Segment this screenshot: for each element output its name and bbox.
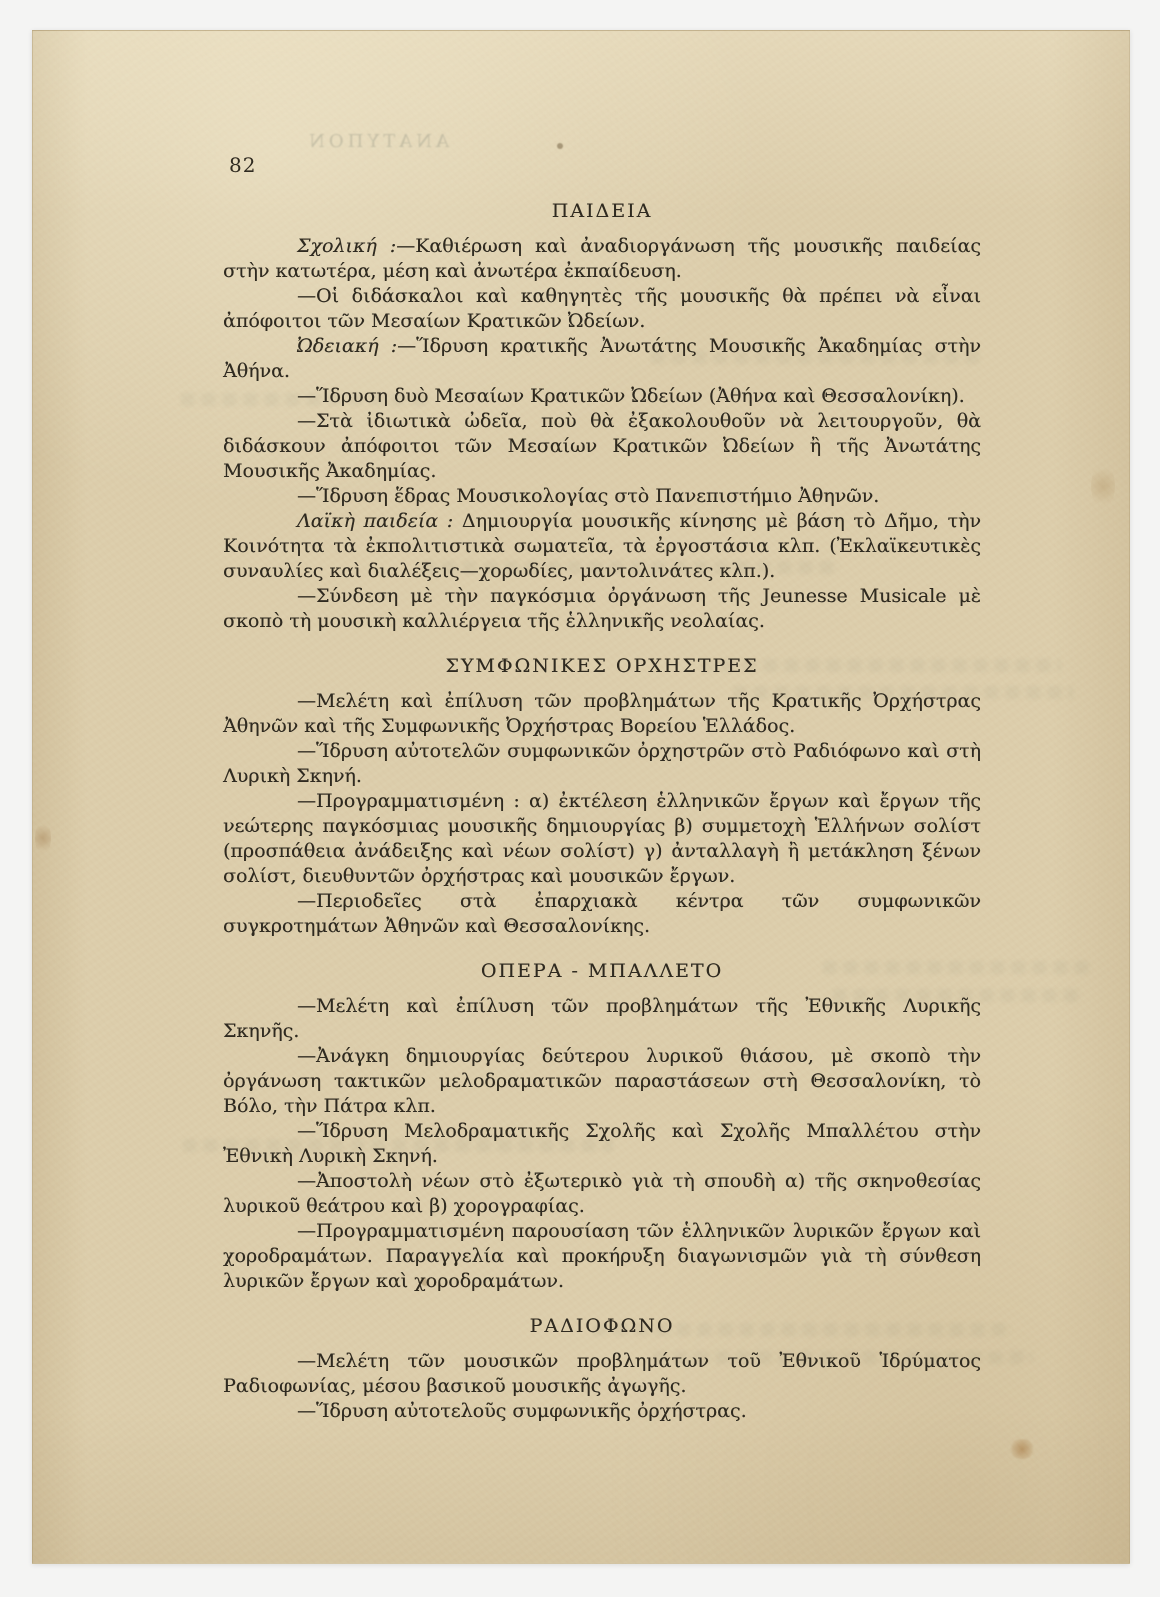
paragraph: [223, 994, 981, 1044]
paragraph: [223, 789, 981, 889]
paper-stain: [557, 143, 563, 149]
paragraph-text: —Περιοδεῖες στὰ ἐπαρχιακὰ κέντρα τῶν συμφωνικῶν συγκροτημάτων Ἀθηνῶν καὶ Θεσσαλονίκης.: [223, 890, 981, 937]
section-heading-radio: ΡΑΔΙΟΦΩΝΟ: [529, 1315, 675, 1337]
book-page: [32, 30, 1130, 1564]
paragraph: [223, 739, 981, 789]
paragraph-text: —Μελέτη καὶ ἐπίλυση τῶν προβλημάτων τῆς Ἐθνικῆς Λυρικῆς Σκηνῆς.: [223, 995, 981, 1042]
paragraph: [223, 689, 981, 739]
paragraph: [223, 889, 981, 939]
paragraph-text: —Ἵδρυση αὐτοτελῶν συμφωνικῶν ὀρχηστρῶν στὸ Ραδιόφωνο καὶ στὴ Λυρικὴ Σκηνή.: [223, 740, 981, 787]
paragraph: [223, 509, 981, 584]
paragraph-text: —Ἀνάγκη δημιουργίας δεύτερου λυρικοῦ θιάσου, μὲ σκοπὸ τὴν ὀργάνωση τακτικῶν μελοδραματικῶν παραστάσεων στὴ Θεσσαλονίκη, τὸ Βόλο, τὴν Πάτρα κλπ.: [223, 1045, 981, 1117]
paragraph: [223, 334, 981, 384]
paragraph-text: —Ἵδρυση αὐτοτελοῦς συμφωνικῆς ὀρχήστρας.: [297, 1400, 747, 1422]
paragraph: [223, 1349, 981, 1399]
paragraph-text: —Ἵδρυση δυὸ Μεσαίων Κρατικῶν Ὠδείων (Ἀθήνα καὶ Θεσσαλονίκη).: [297, 385, 965, 407]
paragraph: [223, 1399, 981, 1424]
section-heading-opera-ballet: ΟΠΕΡΑ - ΜΠΑΛΛΕΤΟ: [480, 960, 724, 982]
section-heading-paideia: ΠΑΙΔΕΙΑ: [551, 200, 653, 222]
paragraph-lead: Ὠδειακή :: [297, 335, 398, 357]
paragraph-text: —Οἱ διδάσκαλοι καὶ καθηγητὲς τῆς μουσικῆς θὰ πρέπει νὰ εἶναι ἀπόφοιτοι τῶν Μεσαίων Κρατικῶν Ὠδείων.: [223, 285, 981, 332]
paragraph-text: —Ἵδρυση κρατικῆς Ἀνωτάτης Μουσικῆς Ἀκαδημίας στὴν Ἀθήνα.: [223, 335, 981, 382]
paragraph-text: —Μελέτη καὶ ἐπίλυση τῶν προβλημάτων τῆς Κρατικῆς Ὀρχήστρας Ἀθηνῶν καὶ τῆς Συμφωνικῆς Ὀρχήστρας Βορείου Ἑλλάδος.: [223, 690, 981, 737]
paper-stain: [35, 821, 51, 855]
paragraph-text: —Ἀποστολὴ νέων στὸ ἐξωτερικὸ γιὰ τὴ σπουδὴ α) τῆς σκηνοθεσίας λυρικοῦ θεάτρου καὶ β) χορογραφίας.: [223, 1170, 981, 1217]
paragraph: [223, 409, 981, 484]
paragraph-text: —Ἵδρυση ἕδρας Μουσικολογίας στὸ Πανεπιστήμιο Ἀθηνῶν.: [297, 485, 880, 507]
paragraph-text: —Σύνδεση μὲ τὴν παγκόσμια ὀργάνωση τῆς Jeunesse Musicale μὲ σκοπὸ τὴ μουσικὴ καλλιέργεια τῆς ἑλληνικῆς νεολαίας.: [223, 585, 981, 632]
paper-stain: [1009, 1439, 1035, 1459]
paragraph: [223, 1044, 981, 1119]
paragraph-text: —Στὰ ἰδιωτικὰ ὠδεῖα, ποὺ θὰ ἐξακολουθοῦν νὰ λειτουργοῦν, θὰ διδάσκουν ἀπόφοιτοι τῶν Μεσαίων Κρατικῶν Ὠδείων ἢ τῆς Ἀνωτάτης Μουσικῆς Ἀκαδημίας.: [223, 410, 981, 482]
paragraph-text: —Ἵδρυση Μελοδραματικῆς Σχολῆς καὶ Σχολῆς Μπαλλέτου στὴν Ἐθνικὴ Λυρικὴ Σκηνή.: [223, 1120, 981, 1167]
section-heading-symphonic-orchestras: ΣΥΜΦΩΝΙΚΕΣ ΟΡΧΗΣΤΡΕΣ: [445, 655, 759, 677]
paragraph-text: Δημιουργία μουσικῆς κίνησης μὲ βάση τὸ Δῆμο, τὴν Κοινότητα τὰ ἐκπολιτιστικὰ σωματεῖα, τὰ ἐργοστάσια κλπ. (Ἐκλαϊκευτικὲς συναυλίες καὶ διαλέξεις—χορωδίες, μαντολινάτες κλπ.).: [223, 510, 981, 582]
paragraph: [223, 284, 981, 334]
paragraph: [223, 584, 981, 634]
paragraph: [223, 1169, 981, 1219]
show-through-text: ΑΝΑΤΥΠΟΝ: [305, 131, 449, 152]
paragraph: [223, 1219, 981, 1294]
page-number: 82: [229, 153, 257, 177]
paragraph-lead: Λαϊκὴ παιδεία :: [297, 510, 454, 532]
paragraph: [223, 234, 981, 284]
paragraph-lead: Σχολική :: [297, 235, 397, 257]
paragraph-text: —Προγραμματισμένη : α) ἐκτέλεση ἑλληνικῶν ἔργων καὶ ἔργων τῆς νεώτερης παγκόσμιας μουσικῆς δημιουργίας β) συμμετοχὴ Ἑλλήνων σολίστ (προσπάθεια ἀνάδειξης καὶ νέων σολίστ) γ) ἀνταλλαγὴ ἢ μετάκληση ξένων σολίστ, διευθυντῶν ὀρχήστρας καὶ μουσικῶν ἔργων.: [223, 790, 981, 887]
paragraph: [223, 484, 981, 509]
paragraph-text: —Καθιέρωση καὶ ἀναδιοργάνωση τῆς μουσικῆς παιδείας στὴν κατωτέρα, μέση καὶ ἀνωτέρα ἐκπαίδευση.: [223, 235, 981, 282]
paper-stain: [1091, 463, 1115, 509]
page-content: [223, 199, 981, 1424]
paragraph-text: —Προγραμματισμένη παρουσίαση τῶν ἑλληνικῶν λυρικῶν ἔργων καὶ χοροδραμάτων. Παραγγελία καὶ προκήρυξη διαγωνισμῶν γιὰ τὴ σύνθεση λυρικῶν ἔργων καὶ χοροδραμάτων.: [223, 1220, 981, 1292]
paragraph: [223, 384, 981, 409]
paragraph-text: —Μελέτη τῶν μουσικῶν προβλημάτων τοῦ Ἐθνικοῦ Ἱδρύματος Ραδιοφωνίας, μέσου βασικοῦ μουσικῆς ἀγωγῆς.: [223, 1350, 981, 1397]
paragraph: [223, 1119, 981, 1169]
